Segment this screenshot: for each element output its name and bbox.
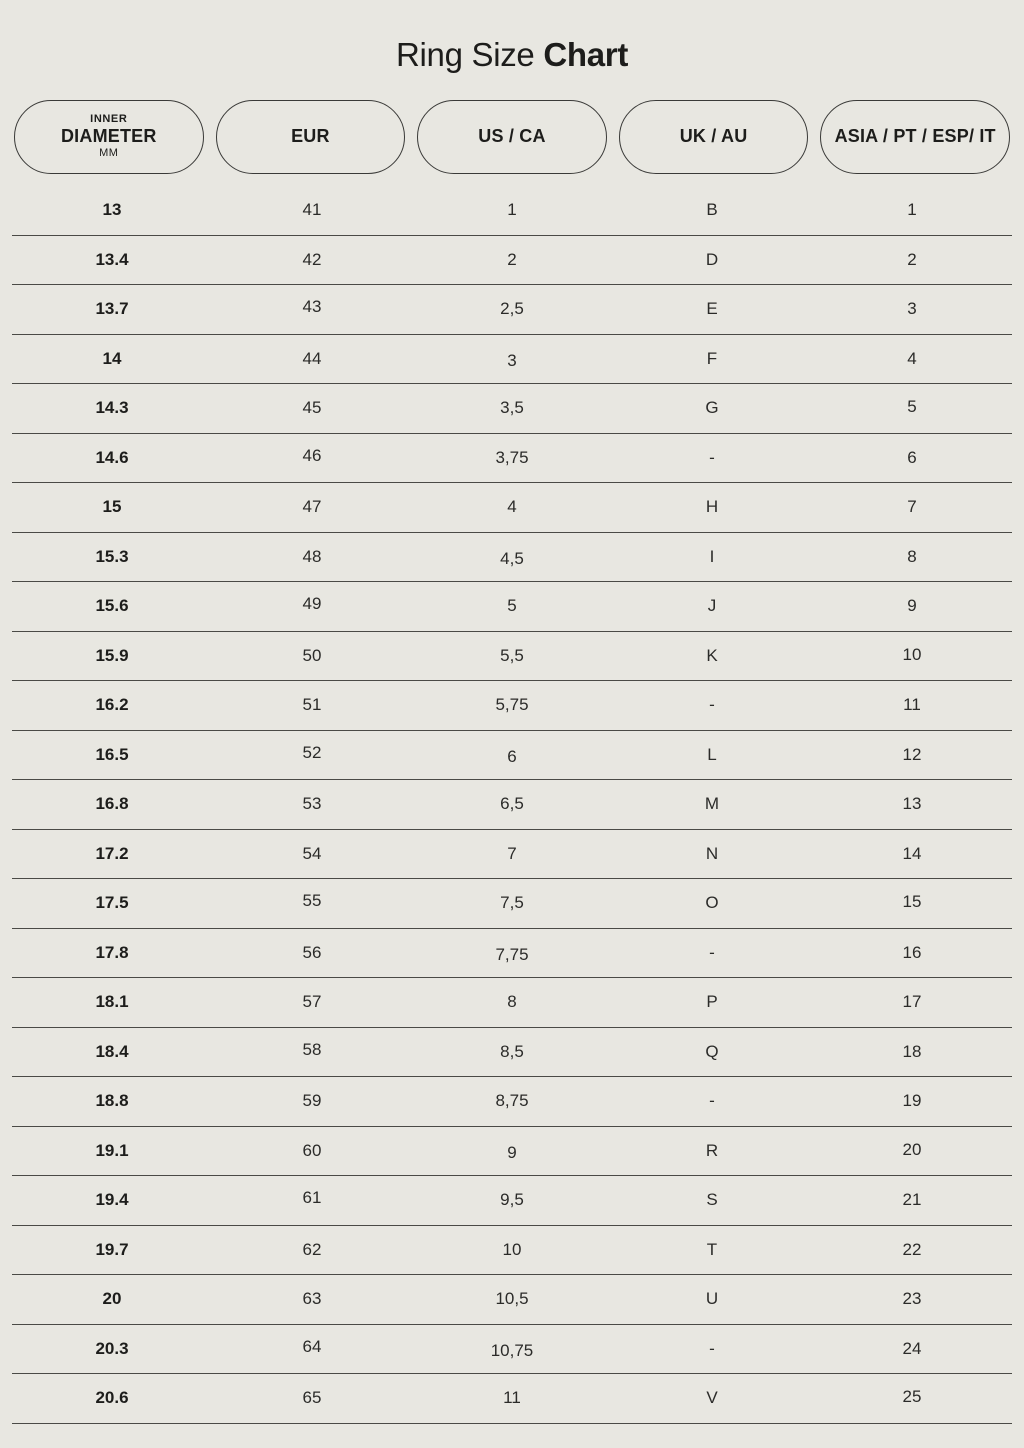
cell-eur: 45 [302, 398, 322, 418]
cell-uk: E [706, 299, 718, 319]
table-row [12, 533, 1012, 583]
cell-asia: 17 [902, 992, 922, 1012]
cell-asia: 1 [907, 200, 917, 220]
table-row [12, 879, 1012, 929]
cell-eur: 43 [302, 297, 322, 317]
cell-dia: 18.4 [95, 1041, 129, 1061]
cell-dia: 14.3 [95, 398, 129, 418]
cell-uk: P [706, 992, 718, 1012]
header-inner-diameter [14, 100, 204, 174]
cell-us: 4 [507, 497, 517, 517]
table-row [12, 830, 1012, 880]
header-us-ca [417, 100, 607, 174]
cell-dia: 16.8 [95, 794, 129, 814]
cell-dia: 13.4 [95, 249, 129, 269]
cell-us: 3 [507, 350, 517, 370]
header-inner-diameter-main: DIAMETER [60, 125, 157, 146]
cell-us: 7 [507, 843, 517, 863]
cell-eur: 53 [302, 794, 322, 814]
cell-dia: 14 [102, 348, 122, 368]
table-row [12, 186, 1012, 236]
cell-dia: 13.7 [95, 299, 129, 319]
table-row [12, 978, 1012, 1028]
cell-dia: 17.8 [95, 942, 129, 962]
cell-us: 8 [507, 992, 517, 1012]
cell-asia: 23 [902, 1289, 922, 1309]
cell-eur: 52 [302, 742, 322, 762]
cell-asia: 19 [902, 1091, 922, 1111]
size-table [12, 186, 1012, 1424]
page-title-strong: Chart [543, 36, 629, 73]
table-row [12, 1325, 1012, 1375]
cell-dia: 19.4 [95, 1190, 129, 1210]
cell-us: 9,5 [500, 1190, 524, 1210]
page-title-light: Ring Size [395, 36, 544, 73]
cell-uk: F [706, 348, 718, 368]
cell-asia: 24 [902, 1338, 922, 1358]
cell-uk: - [709, 1338, 715, 1358]
cell-asia: 5 [907, 397, 917, 417]
cell-uk: N [705, 843, 719, 863]
cell-eur: 49 [302, 594, 322, 614]
header-us-ca-main: US / CA [478, 126, 546, 147]
cell-uk: J [707, 596, 717, 616]
table-row [12, 780, 1012, 830]
header-inner-diameter-sub: MM [99, 147, 119, 160]
cell-eur: 50 [302, 645, 322, 665]
cell-asia: 6 [907, 447, 917, 467]
cell-asia: 13 [902, 794, 922, 814]
cell-dia: 16.2 [95, 695, 129, 715]
table-row [12, 483, 1012, 533]
cell-us: 7,5 [500, 893, 524, 913]
cell-uk: - [709, 1091, 715, 1111]
cell-us: 11 [503, 1388, 521, 1408]
cell-uk: M [704, 794, 720, 814]
header-uk-au [619, 100, 809, 174]
cell-us: 10 [502, 1239, 522, 1259]
cell-dia: 20.6 [95, 1388, 129, 1408]
cell-dia: 15.3 [95, 546, 129, 566]
header-eur [216, 100, 406, 174]
cell-dia: 17.2 [95, 843, 129, 863]
cell-asia: 10 [902, 644, 922, 664]
table-row [12, 335, 1012, 385]
table-row [12, 1374, 1012, 1424]
cell-us: 8,5 [500, 1041, 524, 1061]
cell-dia: 20 [102, 1289, 122, 1309]
cell-eur: 44 [302, 348, 322, 368]
cell-eur: 46 [302, 445, 322, 465]
cell-asia: 9 [907, 596, 917, 616]
cell-us: 8,75 [495, 1091, 529, 1111]
cell-dia: 20.3 [95, 1338, 129, 1358]
cell-dia: 18.1 [95, 992, 129, 1012]
cell-dia: 13 [102, 200, 122, 220]
cell-eur: 47 [302, 497, 322, 517]
cell-eur: 56 [302, 942, 322, 962]
cell-us: 5 [507, 596, 517, 616]
table-row [12, 1176, 1012, 1226]
cell-asia: 20 [902, 1139, 922, 1159]
cell-asia: 8 [907, 546, 917, 566]
cell-us: 10,5 [495, 1289, 529, 1309]
cell-eur: 65 [302, 1388, 322, 1408]
cell-asia: 14 [902, 843, 922, 863]
table-row [12, 434, 1012, 484]
cell-asia: 2 [907, 249, 917, 269]
table-row [12, 285, 1012, 335]
cell-dia: 16.5 [95, 744, 129, 764]
cell-uk: U [705, 1289, 719, 1309]
table-row [12, 236, 1012, 286]
cell-us: 3,75 [495, 447, 529, 467]
cell-uk: B [706, 200, 718, 220]
table-row [12, 384, 1012, 434]
table-row [12, 681, 1012, 731]
cell-asia: 25 [902, 1387, 922, 1407]
cell-uk: T [706, 1239, 718, 1259]
header-asia-pt-esp-it [820, 100, 1010, 174]
cell-eur: 58 [302, 1039, 322, 1059]
cell-asia: 18 [902, 1041, 922, 1061]
cell-eur: 60 [302, 1140, 322, 1160]
cell-eur: 54 [302, 843, 322, 863]
cell-eur: 64 [302, 1336, 322, 1356]
cell-uk: K [706, 645, 718, 665]
cell-eur: 55 [302, 891, 322, 911]
cell-us: 6,5 [500, 794, 524, 814]
cell-us: 4,5 [500, 548, 524, 568]
cell-uk: G [705, 398, 719, 418]
cell-uk: I [709, 546, 715, 566]
cell-uk: - [709, 447, 715, 467]
cell-asia: 21 [902, 1190, 922, 1210]
cell-us: 2,5 [500, 299, 524, 319]
cell-eur: 61 [302, 1188, 322, 1208]
cell-us: 5,5 [500, 645, 524, 665]
cell-asia: 7 [907, 497, 917, 517]
cell-uk: V [706, 1388, 718, 1408]
cell-dia: 19.1 [95, 1140, 129, 1160]
table-row [12, 929, 1012, 979]
cell-uk: - [709, 942, 715, 962]
cell-us: 2 [507, 249, 517, 269]
cell-dia: 15.9 [95, 645, 129, 665]
cell-eur: 51 [302, 695, 322, 715]
cell-dia: 15.6 [95, 596, 129, 616]
cell-eur: 48 [302, 546, 322, 566]
cell-dia: 19.7 [95, 1239, 129, 1259]
cell-uk: O [705, 893, 719, 913]
table-row [12, 1077, 1012, 1127]
cell-uk: R [705, 1140, 719, 1160]
cell-dia: 18.8 [95, 1091, 129, 1111]
cell-dia: 17.5 [95, 893, 129, 913]
table-row [12, 582, 1012, 632]
cell-uk: H [705, 497, 719, 517]
header-inner-diameter-sup: INNER [90, 113, 128, 126]
cell-us: 6 [507, 746, 517, 766]
table-row [12, 1028, 1012, 1078]
cell-eur: 42 [302, 249, 322, 269]
cell-us: 3,5 [500, 398, 524, 418]
table-row [12, 632, 1012, 682]
cell-us: 9 [507, 1142, 517, 1162]
table-row [12, 1127, 1012, 1177]
table-row [12, 1275, 1012, 1325]
cell-uk: L [707, 744, 717, 764]
cell-us: 5,75 [495, 695, 529, 715]
cell-dia: 14.6 [95, 447, 129, 467]
cell-uk: - [709, 695, 715, 715]
page-title [0, 0, 1024, 74]
header-eur-main: EUR [291, 126, 330, 147]
cell-eur: 63 [302, 1289, 322, 1309]
cell-us: 7,75 [495, 944, 529, 964]
cell-asia: 3 [907, 299, 917, 319]
cell-asia: 4 [907, 348, 917, 368]
cell-eur: 57 [302, 992, 322, 1012]
header-asia-pt-esp-it-main: ASIA / PT / ESP/ IT [834, 126, 996, 147]
cell-asia: 22 [902, 1239, 922, 1259]
cell-dia: 15 [102, 497, 122, 517]
cell-uk: S [706, 1190, 718, 1210]
header-uk-au-main: UK / AU [679, 126, 748, 147]
cell-eur: 59 [302, 1091, 322, 1111]
table-row [12, 731, 1012, 781]
table-row [12, 1226, 1012, 1276]
cell-asia: 11 [903, 695, 921, 715]
cell-asia: 15 [902, 892, 922, 912]
cell-uk: Q [705, 1041, 719, 1061]
cell-us: 1 [507, 200, 517, 220]
cell-asia: 12 [902, 744, 922, 764]
cell-eur: 41 [302, 200, 322, 220]
cell-us: 10,75 [490, 1340, 534, 1360]
cell-asia: 16 [902, 942, 922, 962]
cell-uk: D [705, 249, 719, 269]
cell-eur: 62 [302, 1239, 322, 1259]
table-header-row [14, 100, 1010, 174]
